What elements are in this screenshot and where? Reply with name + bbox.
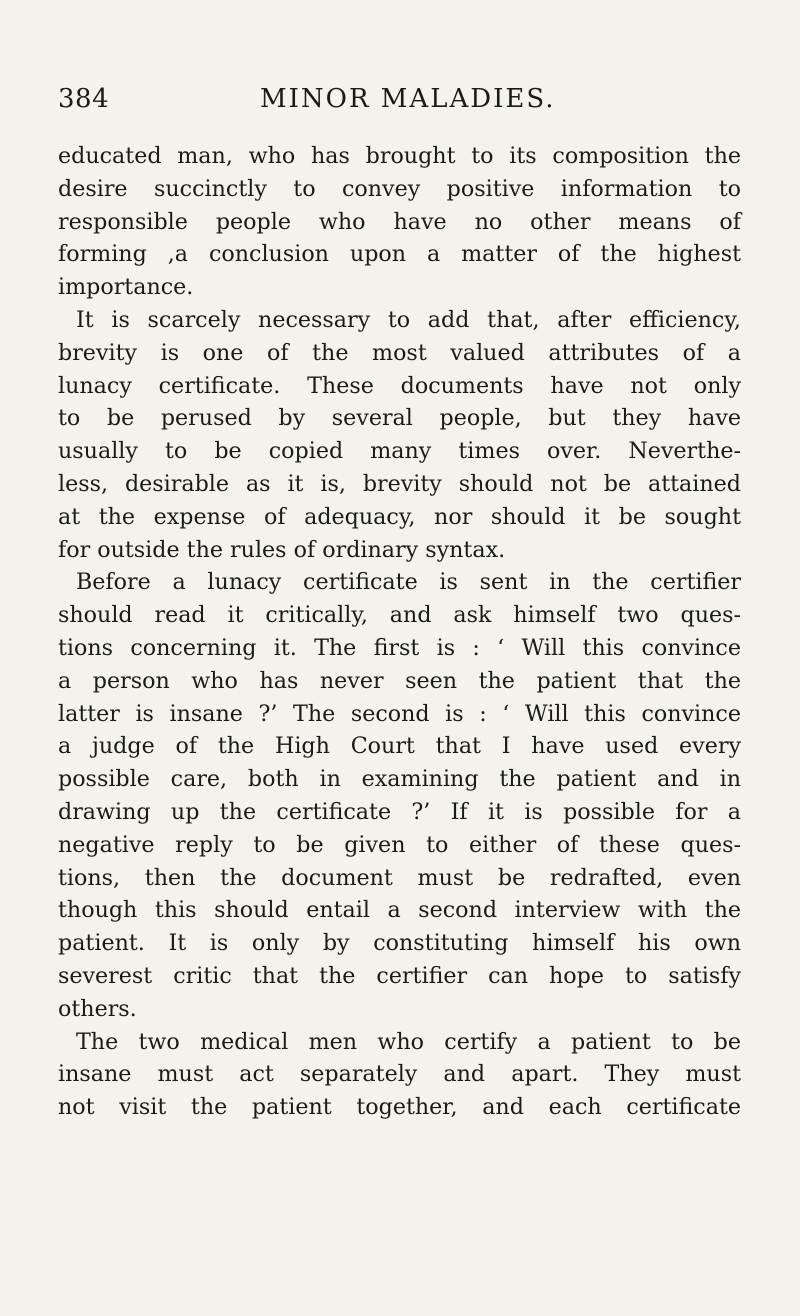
text-line: importance.: [58, 274, 194, 301]
text-line: others.: [58, 995, 137, 1022]
paragraph: [58, 566, 741, 1025]
paragraph: [58, 1026, 741, 1124]
text-line: at the expense of adequacy, nor should it be sought: [58, 503, 741, 530]
text-line: should read it critically, and ask himself two ques-: [58, 602, 741, 629]
paragraph: [58, 304, 741, 566]
text-line: less, desirable as it is, brevity should not be attained: [58, 470, 741, 497]
text-line: tions concerning it. The first is : ‘ Will this convince: [58, 634, 741, 661]
text-line: a person who has never seen the patient that the: [58, 667, 741, 694]
text-line: though this should entail a second interview with the: [58, 897, 741, 924]
text-line: possible care, both in examining the patient and in: [58, 766, 741, 793]
page-header: [58, 84, 748, 124]
text-line: desire succinctly to convey positive information to: [58, 175, 741, 202]
page-number: 384: [58, 84, 110, 114]
body-text: [58, 140, 741, 1124]
text-line: responsible people who have no other means of: [58, 208, 741, 235]
text-line: usually to be copied many times over. Neverthe-: [58, 438, 741, 465]
text-line: brevity is one of the most valued attributes of a: [58, 339, 741, 366]
text-line: insane must act separately and apart. They must: [58, 1061, 741, 1088]
text-line: forming ,a conclusion upon a matter of the highest: [58, 241, 741, 268]
running-head: MINOR MALADIES.: [260, 84, 556, 114]
text-line: latter is insane ?’ The second is : ‘ Will this convince: [58, 700, 741, 727]
text-line: Before a lunacy certificate is sent in the certifier: [76, 569, 741, 596]
text-line: severest critic that the certifier can hope to satisfy: [58, 962, 741, 989]
text-line: educated man, who has brought to its composition the: [58, 143, 741, 169]
text-line: for outside the rules of ordinary syntax.: [58, 536, 506, 563]
text-line: It is scarcely necessary to add that, after efficiency,: [76, 306, 741, 333]
text-line: drawing up the certificate ?’ If it is possible for a: [58, 798, 741, 825]
text-line: The two medical men who certify a patient to be: [76, 1028, 741, 1055]
text-line: a judge of the High Court that I have used every: [58, 733, 741, 760]
text-line: patient. It is only by constituting himself his own: [58, 930, 741, 957]
paragraph: [58, 140, 741, 304]
text-line: to be perused by several people, but they have: [58, 405, 741, 432]
text-line: tions, then the document must be redrafted, even: [58, 864, 741, 891]
text-line: negative reply to be given to either of these ques-: [58, 831, 741, 858]
text-line: not visit the patient together, and each certificate: [58, 1094, 741, 1121]
text-line: lunacy certificate. These documents have not only: [58, 372, 741, 399]
